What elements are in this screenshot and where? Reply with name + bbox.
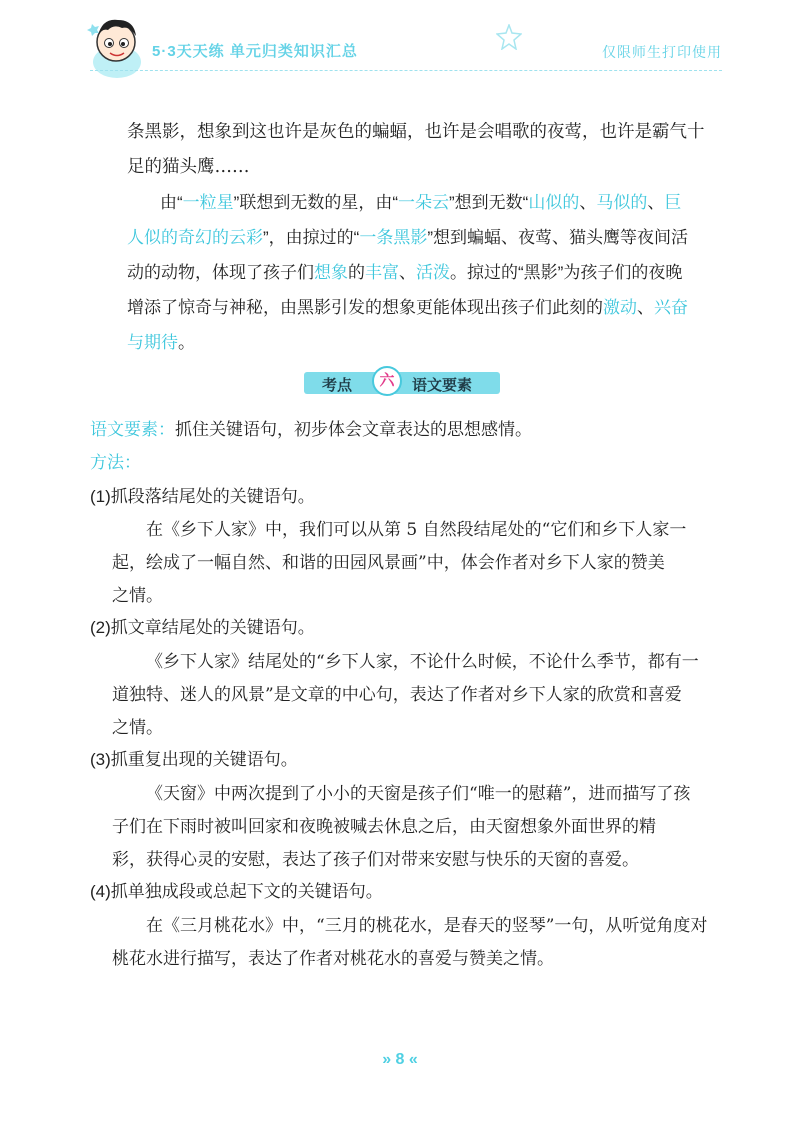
method-text: 子们在下雨时被叫回家和夜晚被喊去休息之后，由天窗想象外面世界的精 <box>112 817 656 837</box>
highlighted-phrase: 人似的奇幻的云彩 <box>127 228 263 247</box>
method-heading: (2)抓文章结尾处的关键语句。 <box>90 618 315 637</box>
highlighted-phrase: 兴奋 <box>654 298 688 317</box>
banner-label: 考点 <box>322 377 353 394</box>
element-text: 抓住关键语句，初步体会文章表达的思想感情。 <box>175 420 532 439</box>
highlighted-phrase: 巨 <box>664 193 682 212</box>
header-title: 5·3天天练 单元归类知识汇总 <box>152 43 358 60</box>
header-divider <box>90 70 722 71</box>
analysis-text: 增添了惊奇与神秘，由黑影引发的想象更能体现出孩子们此刻的 <box>127 298 603 317</box>
mascot-icon <box>86 12 148 82</box>
banner-title: 语文要素 <box>412 377 473 394</box>
analysis-line-5 <box>127 328 195 353</box>
method-text: 彩，获得心灵的安慰，表达了孩子们对带来安慰与快乐的天窗的喜爱。 <box>112 850 639 870</box>
method-text: 之情。 <box>112 586 163 606</box>
method-text: 桃花水进行描写，表达了作者对桃花水的喜爱与赞美之情。 <box>112 949 554 969</box>
analysis-text: ”，由掠过的“ <box>263 228 360 247</box>
highlighted-phrase: 活泼 <box>416 263 450 282</box>
method-text: 在《三月桃花水》中，“三月的桃花水，是春天的竖琴”一句，从听觉角度对 <box>146 916 708 936</box>
analysis-text: 、 <box>637 298 654 317</box>
analysis-line-1 <box>160 188 681 213</box>
element-line <box>90 415 532 440</box>
highlighted-phrase: 一粒星 <box>182 193 234 212</box>
method-text: 之情。 <box>112 718 163 738</box>
analysis-line-2 <box>127 223 688 248</box>
analysis-text: ”想到无数“ <box>449 193 529 212</box>
method-heading: (1)抓段落结尾处的关键语句。 <box>90 487 315 506</box>
analysis-text: 。 <box>178 333 195 352</box>
method-label: 方法： <box>90 453 141 472</box>
method-text: 起，绘成了一幅自然、和谐的田园风景画”中，体会作者对乡下人家的赞美 <box>112 553 665 573</box>
analysis-text: 、 <box>647 193 665 212</box>
method-text: 《天窗》中两次提到了小小的天窗是孩子们“唯一的慰藉”，进而描写了孩 <box>146 784 691 804</box>
analysis-text: 由“ <box>160 193 183 212</box>
analysis-text: 、 <box>579 193 597 212</box>
method-text: 《乡下人家》结尾处的“乡下人家，不论什么时候，不论什么季节，都有一 <box>146 652 699 672</box>
highlighted-phrase: 马似的 <box>596 193 648 212</box>
highlighted-phrase: 一朵云 <box>398 193 449 212</box>
element-label: 语文要素： <box>90 420 175 439</box>
analysis-text: ”联想到无数的星，由“ <box>233 193 398 212</box>
method-text: 在《乡下人家》中，我们可以从第 5 自然段结尾处的“它们和乡下人家一 <box>146 520 687 540</box>
analysis-text: ”想到蝙蝠、夜莺、猫头鹰等夜间活 <box>427 228 688 247</box>
text-line: 足的猫头鹰…… <box>127 157 250 177</box>
analysis-text: 动的动物，体现了孩子们 <box>127 263 314 282</box>
text-line: 条黑影，想象到这也许是灰色的蝙蝠，也许是会唱歌的夜莺，也许是霸气十 <box>127 122 705 142</box>
method-heading: (4)抓单独成段或总起下文的关键语句。 <box>90 882 383 901</box>
analysis-text: 的 <box>348 263 365 282</box>
highlighted-phrase: 与期待 <box>127 333 178 352</box>
highlighted-phrase: 想象 <box>314 263 348 282</box>
highlighted-phrase: 丰富 <box>365 263 399 282</box>
page-header <box>0 0 800 100</box>
analysis-line-3 <box>127 258 682 283</box>
header-note: 仅限师生打印使用 <box>602 44 722 60</box>
analysis-text: 。掠过的“黑影”为孩子们的夜晚 <box>450 263 683 282</box>
method-text: 道独特、迷人的风景”是文章的中心句，表达了作者对乡下人家的欣赏和喜爱 <box>112 685 682 705</box>
page-number-arrow-right: « <box>408 1051 418 1068</box>
page-number <box>374 1048 426 1072</box>
method-heading: (3)抓重复出现的关键语句。 <box>90 750 298 769</box>
star-icon <box>496 24 522 50</box>
analysis-text: 、 <box>399 263 416 282</box>
analysis-line-4 <box>127 293 688 318</box>
highlighted-phrase: 一条黑影 <box>359 228 428 247</box>
highlighted-phrase: 山似的 <box>528 193 580 212</box>
page-number-value: 8 <box>395 1051 405 1068</box>
section-banner <box>304 366 500 398</box>
page-number-arrow-left: » <box>382 1051 392 1068</box>
banner-number-badge: 六 <box>372 366 402 396</box>
highlighted-phrase: 激动 <box>603 298 637 317</box>
